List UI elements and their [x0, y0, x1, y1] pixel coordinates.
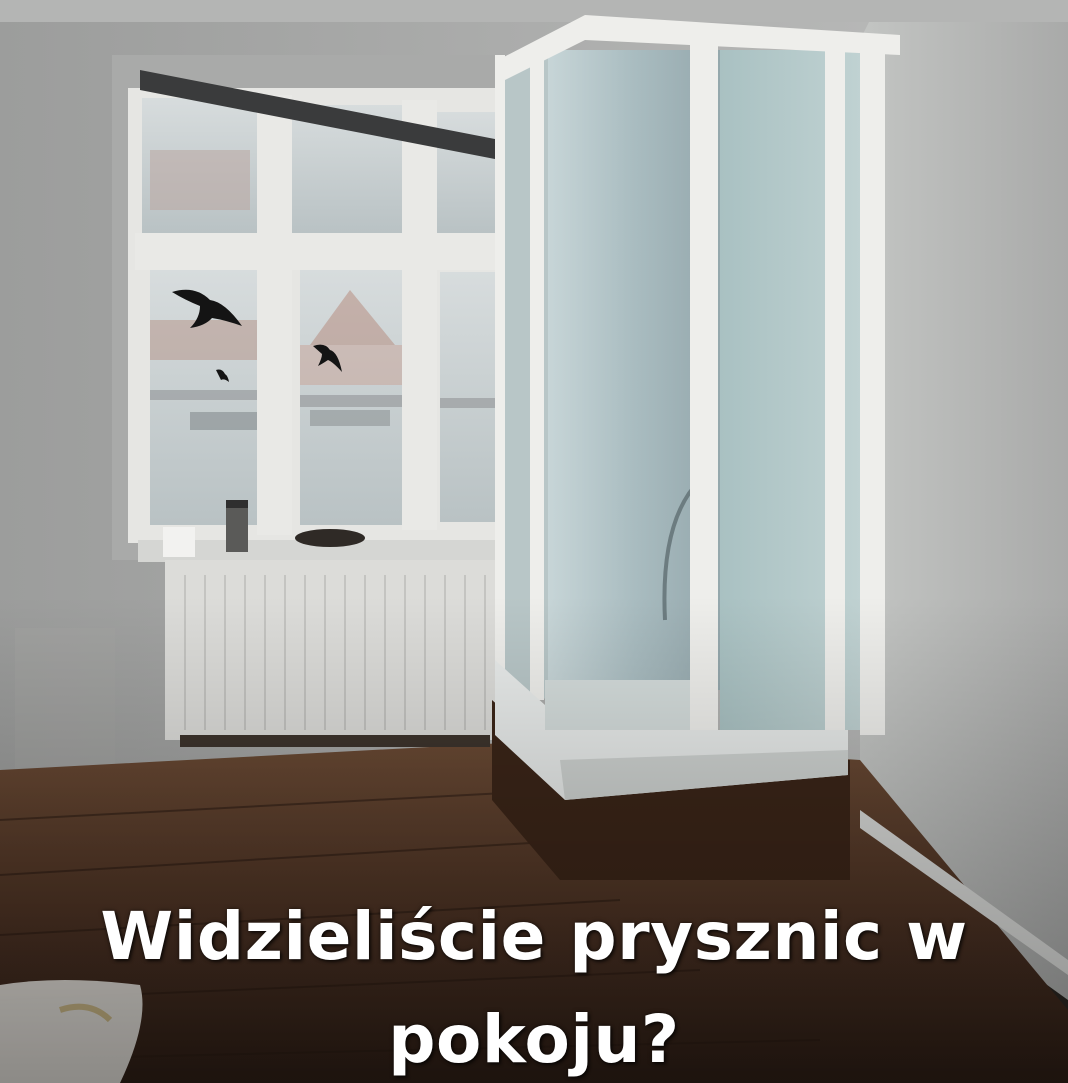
- caption-line-1: Widzieliście prysznic w: [100, 898, 968, 975]
- caption-line-2: pokoju?: [388, 1001, 680, 1078]
